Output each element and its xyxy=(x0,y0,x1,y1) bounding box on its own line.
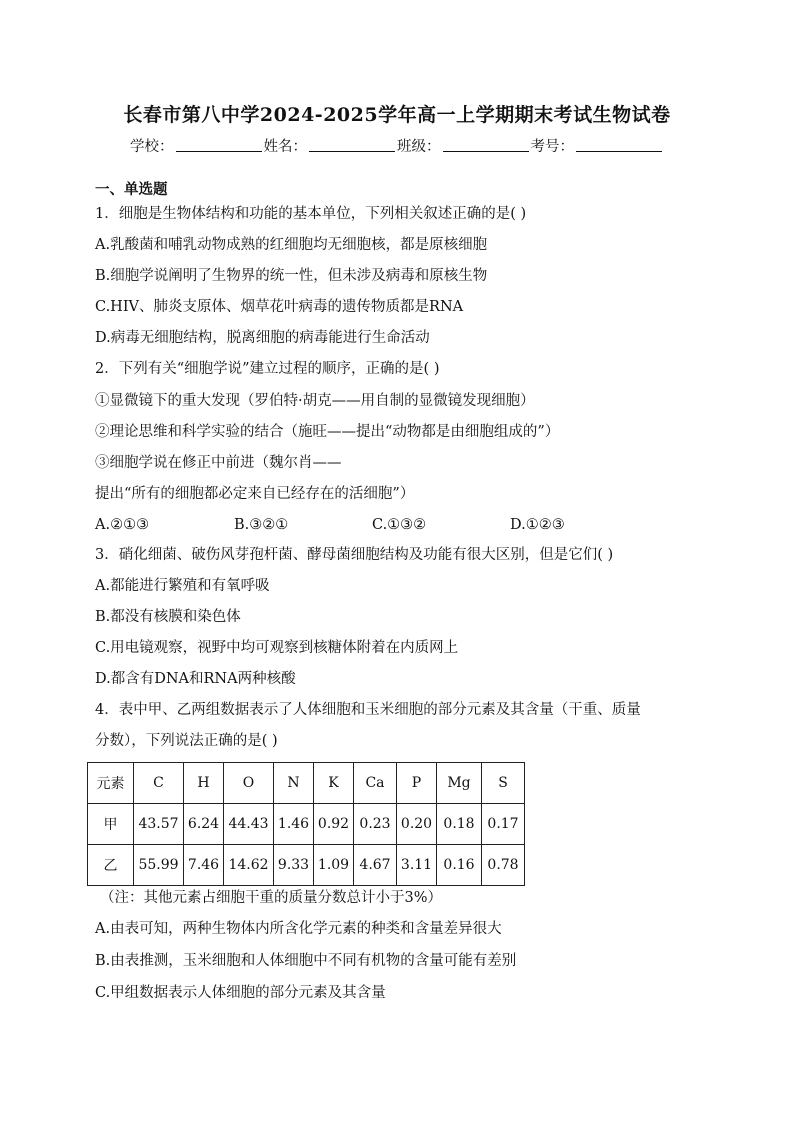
page-title: 长春市第八中学2024-2025学年高一上学期期末考试生物试卷 xyxy=(123,104,671,126)
q2-stem: 2．下列有关“细胞学说”建立过程的顺序，正确的是( ) xyxy=(95,361,440,377)
table-header-cell: Mg xyxy=(437,763,482,804)
q4-option-a: A.由表可知，两种生物体内所含化学元素的种类和含量差异很大 xyxy=(95,921,502,937)
table-cell: 7.46 xyxy=(184,845,224,886)
table-cell: 9.33 xyxy=(274,845,314,886)
table-cell: 0.78 xyxy=(482,845,525,886)
table-cell: 0.23 xyxy=(354,804,397,845)
exam-no-label: 考号： xyxy=(530,139,574,155)
table-header-cell: K xyxy=(314,763,354,804)
q4-stem: 4．表中甲、乙两组数据表示了人体细胞和玉米细胞的部分元素及其含量（干重、质量 xyxy=(95,702,641,718)
table-header-cell: N xyxy=(274,763,314,804)
table-cell: 4.67 xyxy=(354,845,397,886)
table-header-cell: C xyxy=(134,763,184,804)
name-blank[interactable] xyxy=(309,137,395,152)
q2-option-d: D.①②③ xyxy=(510,517,565,533)
table-cell: 55.99 xyxy=(134,845,184,886)
class-blank[interactable] xyxy=(443,137,529,152)
q3-option-a: A.都能进行繁殖和有氧呼吸 xyxy=(95,578,270,594)
name-label: 姓名： xyxy=(263,139,307,155)
q1-option-c: C.HIV、肺炎支原体、烟草花叶病毒的遗传物质都是RNA xyxy=(95,299,464,315)
table-header-cell: Ca xyxy=(354,763,397,804)
table-cell: 1.09 xyxy=(314,845,354,886)
q3-option-d: D.都含有DNA和RNA两种核酸 xyxy=(95,671,296,687)
q1-option-a: A.乳酸菌和哺乳动物成熟的红细胞均无细胞核，都是原核细胞 xyxy=(95,237,488,253)
q2-option-c: C.①③② xyxy=(372,517,427,533)
class-label: 班级： xyxy=(397,139,441,155)
q2-option-a: A.②①③ xyxy=(95,517,150,533)
table-cell: 0.16 xyxy=(437,845,482,886)
q2-statement-3: ③细胞学说在修正中前进（魏尔肖—— xyxy=(95,455,342,471)
table-cell: 0.20 xyxy=(397,804,437,845)
table-cell: 0.17 xyxy=(482,804,525,845)
table-cell: 0.18 xyxy=(437,804,482,845)
q2-statement-2: ②理论思维和科学实验的结合（施旺——提出“动物都是由细胞组成的”） xyxy=(95,424,560,440)
q4-table-note: （注：其他元素占细胞干重的质量分数总计小于3%） xyxy=(100,890,443,906)
table-header-cell: S xyxy=(482,763,525,804)
table-cell: 3.11 xyxy=(397,845,437,886)
q2-statement-1: ①显微镜下的重大发现（罗伯特·胡克——用自制的显微镜发现细胞） xyxy=(95,393,535,409)
table-cell: 43.57 xyxy=(134,804,184,845)
q4-option-b: B.由表推测，玉米细胞和人体细胞中不同有机物的含量可能有差别 xyxy=(95,953,517,969)
table-header-cell: P xyxy=(397,763,437,804)
table-header-row xyxy=(88,763,525,804)
q1-option-d: D.病毒无细胞结构，脱离细胞的病毒能进行生命活动 xyxy=(95,330,430,346)
table-header-cell: 元素 xyxy=(88,763,134,804)
section-title: 一、单选题 xyxy=(95,181,168,198)
school-blank[interactable] xyxy=(176,137,262,152)
element-content-table xyxy=(87,762,525,886)
table-row xyxy=(88,845,525,886)
table-cell: 乙 xyxy=(88,845,134,886)
q1-option-b: B.细胞学说阐明了生物界的统一性，但未涉及病毒和原核生物 xyxy=(95,268,488,284)
table-cell: 44.43 xyxy=(224,804,274,845)
q3-option-c: C.用电镜观察，视野中均可观察到核糖体附着在内质网上 xyxy=(95,640,459,656)
q2-option-b: B.③②① xyxy=(234,517,289,533)
table-cell: 甲 xyxy=(88,804,134,845)
table-cell: 14.62 xyxy=(224,845,274,886)
q3-option-b: B.都没有核膜和染色体 xyxy=(95,609,241,625)
school-label: 学校： xyxy=(130,139,174,155)
student-info-row xyxy=(0,135,794,156)
table-cell: 6.24 xyxy=(184,804,224,845)
table-cell: 0.92 xyxy=(314,804,354,845)
q4-stem-cont: 分数），下列说法正确的是( ) xyxy=(95,733,278,749)
q2-statement-3-cont: 提出“所有的细胞都必定来自已经存在的活细胞”） xyxy=(95,486,415,502)
q3-stem: 3．硝化细菌、破伤风芽孢杆菌、酵母菌细胞结构及功能有很大区别，但是它们( ) xyxy=(95,547,614,563)
table-header-cell: O xyxy=(224,763,274,804)
q4-option-c: C.甲组数据表示人体细胞的部分元素及其含量 xyxy=(95,985,386,1001)
table-cell: 1.46 xyxy=(274,804,314,845)
table-header-cell: H xyxy=(184,763,224,804)
exam-no-blank[interactable] xyxy=(576,137,662,152)
table-row xyxy=(88,804,525,845)
q1-stem: 1．细胞是生物体结构和功能的基本单位，下列相关叙述正确的是( ) xyxy=(95,206,527,222)
